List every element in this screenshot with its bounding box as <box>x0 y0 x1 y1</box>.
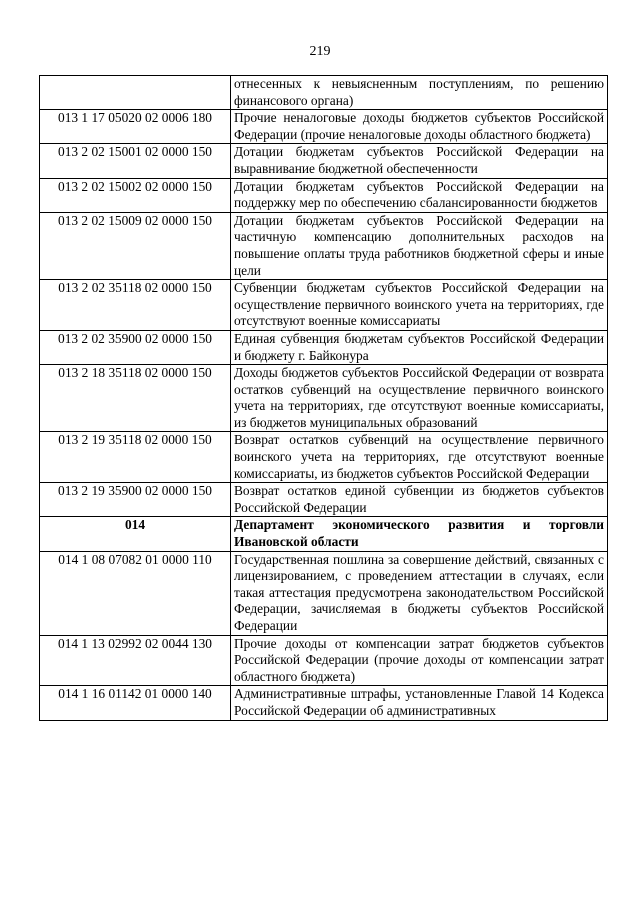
table-row <box>40 483 608 517</box>
page-number: 219 <box>309 44 331 59</box>
row-code: 013 2 02 35900 02 0000 150 <box>40 330 231 364</box>
table-row <box>40 365 608 432</box>
table-row <box>40 212 608 279</box>
row-code: 013 2 02 15002 02 0000 150 <box>40 178 231 212</box>
row-code: 013 2 18 35118 02 0000 150 <box>40 365 231 432</box>
department-name: Департамент экономического развития и торговли Ивановской области <box>231 517 608 551</box>
row-description: Дотации бюджетам субъектов Российской Федерации на выравнивание бюджетной обеспеченности <box>231 144 608 178</box>
row-description: Единая субвенция бюджетам субъектов Российской Федерации и бюджету г. Байконура <box>231 330 608 364</box>
table-row <box>40 686 608 720</box>
table-row <box>40 178 608 212</box>
row-description: Дотации бюджетам субъектов Российской Федерации на поддержку мер по обеспечению сбалансированности бюджетов <box>231 178 608 212</box>
row-description: Административные штрафы, установленные Главой 14 Кодекса Российской Федерации об административных <box>231 686 608 720</box>
table-row <box>40 110 608 144</box>
row-code <box>40 76 231 110</box>
table-row <box>40 330 608 364</box>
table-row <box>40 551 608 635</box>
row-code: 013 2 02 35118 02 0000 150 <box>40 280 231 331</box>
row-code: 013 2 19 35118 02 0000 150 <box>40 432 231 483</box>
row-code: 013 2 02 15009 02 0000 150 <box>40 212 231 279</box>
department-heading-row <box>40 517 608 551</box>
row-description: отнесенных к невыясненным поступлениям, по решению финансового органа) <box>231 76 608 110</box>
row-code: 013 1 17 05020 02 0006 180 <box>40 110 231 144</box>
table-row <box>40 432 608 483</box>
row-description: Возврат остатков субвенций на осуществление первичного воинского учета на территориях, где отсутствуют военные комиссариаты, из бюджетов субъектов Российской Федерации <box>231 432 608 483</box>
table-body <box>40 76 608 721</box>
row-code: 014 1 13 02992 02 0044 130 <box>40 635 231 686</box>
row-description: Прочие неналоговые доходы бюджетов субъектов Российской Федерации (прочие неналоговые доходы областного бюджета) <box>231 110 608 144</box>
row-description: Дотации бюджетам субъектов Российской Федерации на частичную компенсацию дополнительных расходов на повышение оплаты труда работников бюджетной сферы и иные цели <box>231 212 608 279</box>
row-description: Доходы бюджетов субъектов Российской Федерации от возврата остатков субвенций на осуществление первичного воинского учета на территориях, где отсутствуют военные комиссариаты, из бюджетов муниципальных образований <box>231 365 608 432</box>
row-code: 014 1 16 01142 01 0000 140 <box>40 686 231 720</box>
row-description: Субвенции бюджетам субъектов Российской Федерации на осуществление первичного воинского учета на территориях, где отсутствуют военные комиссариаты <box>231 280 608 331</box>
row-description: Прочие доходы от компенсации затрат бюджетов субъектов Российской Федерации (прочие доходы от компенсации затрат областного бюджета) <box>231 635 608 686</box>
table-row <box>40 280 608 331</box>
row-code: 014 1 08 07082 01 0000 110 <box>40 551 231 635</box>
budget-codes-table <box>39 75 608 721</box>
row-description: Государственная пошлина за совершение действий, связанных с лицензированием, с проведением аттестации в случаях, если такая аттестация предусмотрена законодательством Российской Федерации, зачисляемая в бюджеты субъектов Российской Федерации <box>231 551 608 635</box>
table-row <box>40 144 608 178</box>
row-code: 013 2 02 15001 02 0000 150 <box>40 144 231 178</box>
table-row <box>40 635 608 686</box>
row-description: Возврат остатков единой субвенции из бюджетов субъектов Российской Федерации <box>231 483 608 517</box>
row-code: 013 2 19 35900 02 0000 150 <box>40 483 231 517</box>
department-code: 014 <box>40 517 231 551</box>
table-row <box>40 76 608 110</box>
